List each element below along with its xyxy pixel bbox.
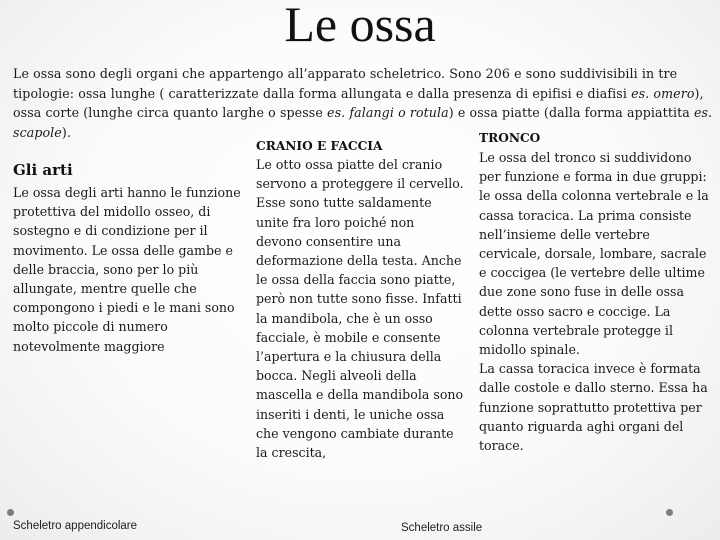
bullet-dot-right [666,509,673,516]
intro-example-3: es. scapole [13,105,713,140]
intro-text-3: ) e ossa piatte (dalla forma appiattita [448,105,694,120]
tronco-heading: TRONCO [479,131,541,145]
intro-text-1: Le ossa sono degli organi che appartengo all’apparato scheletrico. Sono 206 e sono suddivisibili in tre tipologie: ossa lunghe ( caratterizzate dalla forma allungata e dalla presenza di epifisi e diafisi [13,66,678,101]
tronco-paragraph-2: La cassa toracica invece è formata dalle costole e dallo sterno. Essa ha funzione soprattutto protettiva per quanto riguarda aghi organi del torace. [479,361,708,454]
cranio-body: Le otto ossa piatte del cranio servono a proteggere il cervello. Esse sono tutte saldamente unite fra loro poiché non devono consentire una deformazione della testa. Anche le ossa della faccia sono piatte, però non tutte sono fisse. Infatti la mandibola, che è un osso facciale, è mobile e consente l’apertura e la chiusura della bocca. Negli alveoli della mascella e della mandibola sono inseriti i denti, le uniche ossa che vengono cambiate durante la crescita, [256,157,464,461]
intro-text-2: ), ossa corte (lunghe circa quanto larghe o spesse [13,85,704,120]
tronco-body [479,148,714,455]
intro-example-1: es. omero [631,85,695,101]
page-title: Le ossa [284,0,436,52]
caption-appendicolare: Scheletro appendicolare [13,520,138,532]
caption-assile: Scheletro assile [401,522,483,534]
bullet-dot-left [7,509,14,516]
intro-paragraph [13,64,713,142]
cranio-heading: CRANIO E FACCIA [256,139,383,153]
arti-body: Le ossa degli arti hanno le funzione protettiva del midollo osseo, di sostegno e di condizione per il movimento. Le ossa delle gambe e delle braccia, sono per lo più allungate, mentre quelle che compongono i piedi e le mani sono molto piccole di numero notevolmente maggiore [13,185,241,354]
intro-example-2: es. falangi o rotula [327,105,449,120]
tronco-paragraph-1: Le ossa del tronco si suddividono per funzione e forma in due gruppi: le ossa della colonna vertebrale e la cassa toracica. La prima consiste nell’insieme delle vertebre cervicale, dorsale, lombare, sacrale e coccigea (le vertebre delle ultime due zone sono fuse in delle ossa dette osso sacro e coccige. La colonna vertebrale protegge il midollo spinale. [479,150,709,358]
arti-heading: Gli arti [13,161,73,179]
intro-text-4: ). [61,124,71,140]
